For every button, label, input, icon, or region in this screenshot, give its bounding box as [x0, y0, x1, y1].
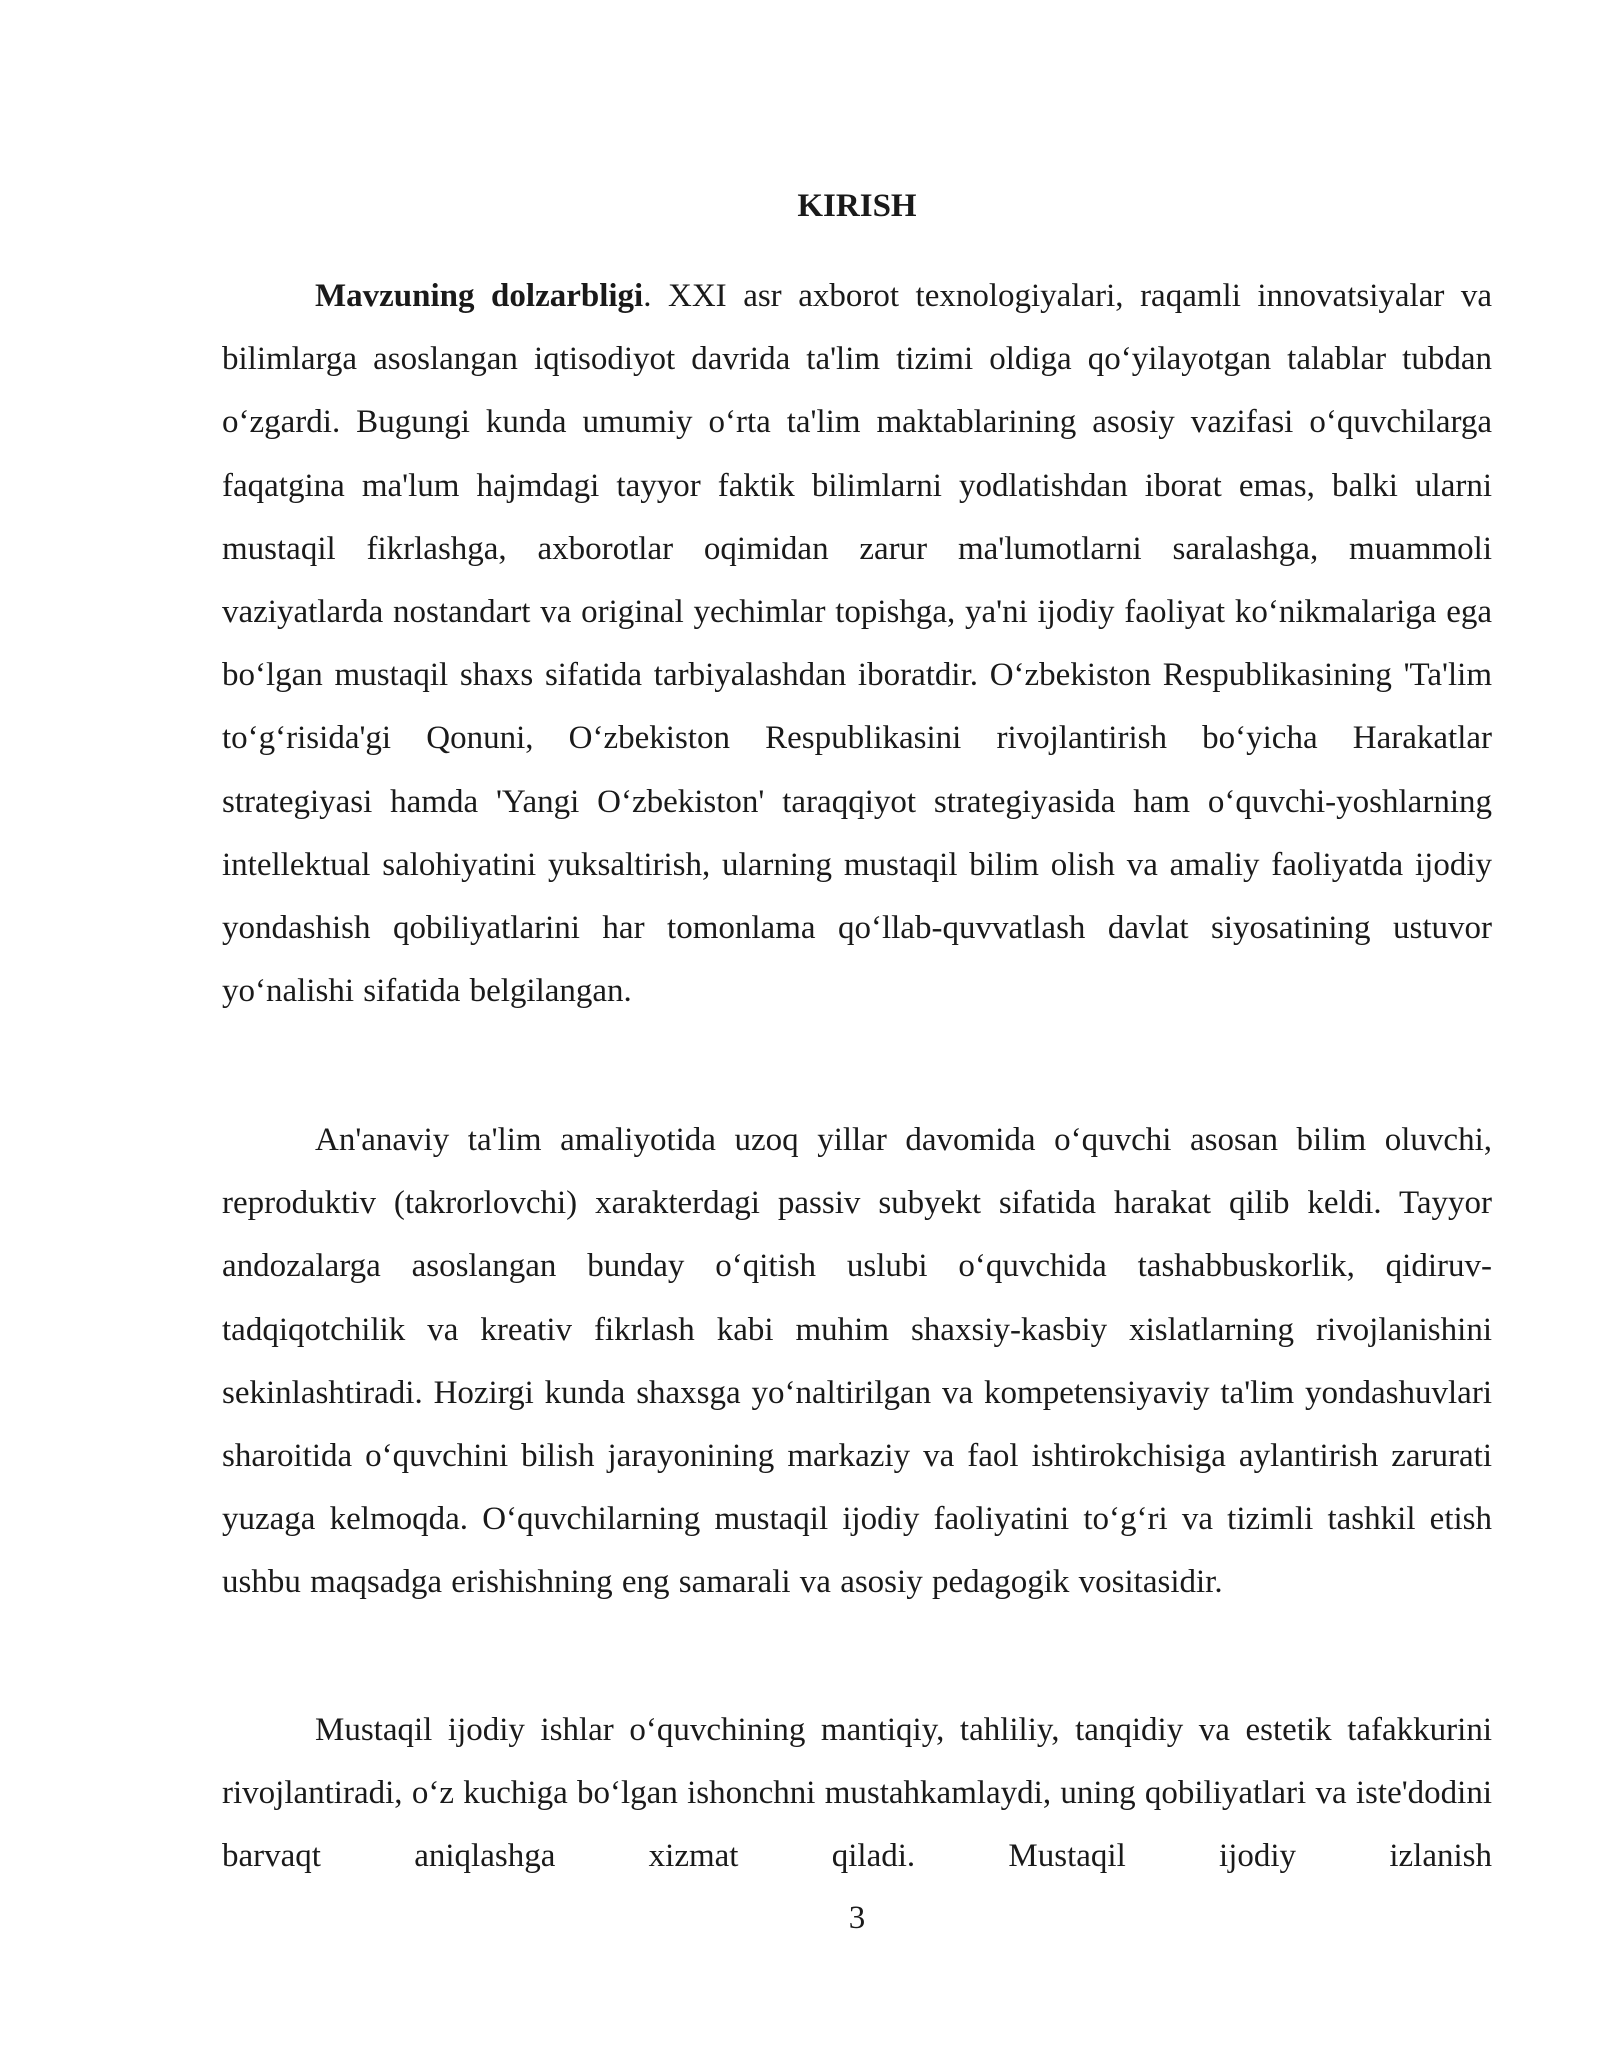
paragraph-relevance — [222, 265, 1492, 1023]
page-number: 3 — [848, 1900, 866, 1936]
paragraph-independent-work: Mustaqil ijodiy ishlar o‘quvchining mantiqiy, tahliliy, tanqidiy va estetik tafakkurini rivojlantiradi, o‘z kuchiga bo‘lgan ishonchni mustahkamlaydi, uning qobiliyatlari va iste'dodini barvaqt aniqlashga xizmat qiladi. Mustaqil ijodiy izlanish — [222, 1712, 1492, 1875]
document-page — [222, 0, 1492, 2070]
paragraph-text: . XXI asr axborot texnologiyalari, raqamli innovatsiyalar va bilimlarga asoslangan iqtisodiyot davrida ta'lim tizimi oldiga qo‘yilayotgan talablar tubdan o‘zgardi. Bugungi kunda umumiy o‘rta ta'lim maktablarining asosiy vazifasi o‘quvchilarga faqatgina ma'lum hajmdagi tayyor faktik bilimlarni yodlatishdan iborat emas, balki ularni mustaqil fikrlashga, axborotlar oqimidan zarur ma'lumotlarni saralashga, muammoli vaziyatlarda nostandart va original yechimlar topishga, ya'ni ijodiy faoliyat ko‘nikmalariga ega bo‘lgan mustaqil shaxs sifatida tarbiyalashdan iboratdir. O‘zbekiston Respublikasining 'Ta'lim to‘g‘risida'gi Qonuni, O‘zbekiston Respublikasini rivojlantirish bo‘yicha Harakatlar strategiyasi hamda 'Yangi O‘zbekiston' taraqqiyot strategiyasida ham o‘quvchi-yoshlarning intellektual salohiyatini yuksaltirish, ularning mustaqil bilim olish va amaliy faoliyatda ijodiy yondashish qobiliyatlarini har tomonlama qo‘llab-quvvatlash davlat siyosatining ustuvor yo‘nalishi sifatida belgilangan. — [222, 278, 1493, 1010]
section-heading: KIRISH — [797, 188, 917, 224]
paragraph-traditional-education: An'anaviy ta'lim amaliyotida uzoq yillar davomida o‘quvchi asosan bilim oluvchi, reproduktiv (takrorlovchi) xarakterdagi passiv subyekt sifatida harakat qilib keldi. Tayyor andozalarga asoslangan bunday o‘qitish uslubi o‘quvchida tashabbuskorlik, qidiruv-tadqiqotchilik va kreativ fikrlash kabi muhim shaxsiy-kasbiy xislatlarning rivojlanishini sekinlashtiradi. Hozirgi kunda shaxsga yo‘naltirilgan va kompetensiyaviy ta'lim yondashuvlari sharoitida o‘quvchini bilish jarayonining markaziy va faol ishtirokchisiga aylantirish zarurati yuzaga kelmoqda. O‘quvchilarning mustaqil ijodiy faoliyatini to‘g‘ri va tizimli tashkil etish ushbu maqsadga erishishning eng samarali va asosiy pedagogik vositasidir. — [222, 1122, 1492, 1601]
paragraph-lead: Mavzuning dolzarbligi — [315, 278, 644, 314]
